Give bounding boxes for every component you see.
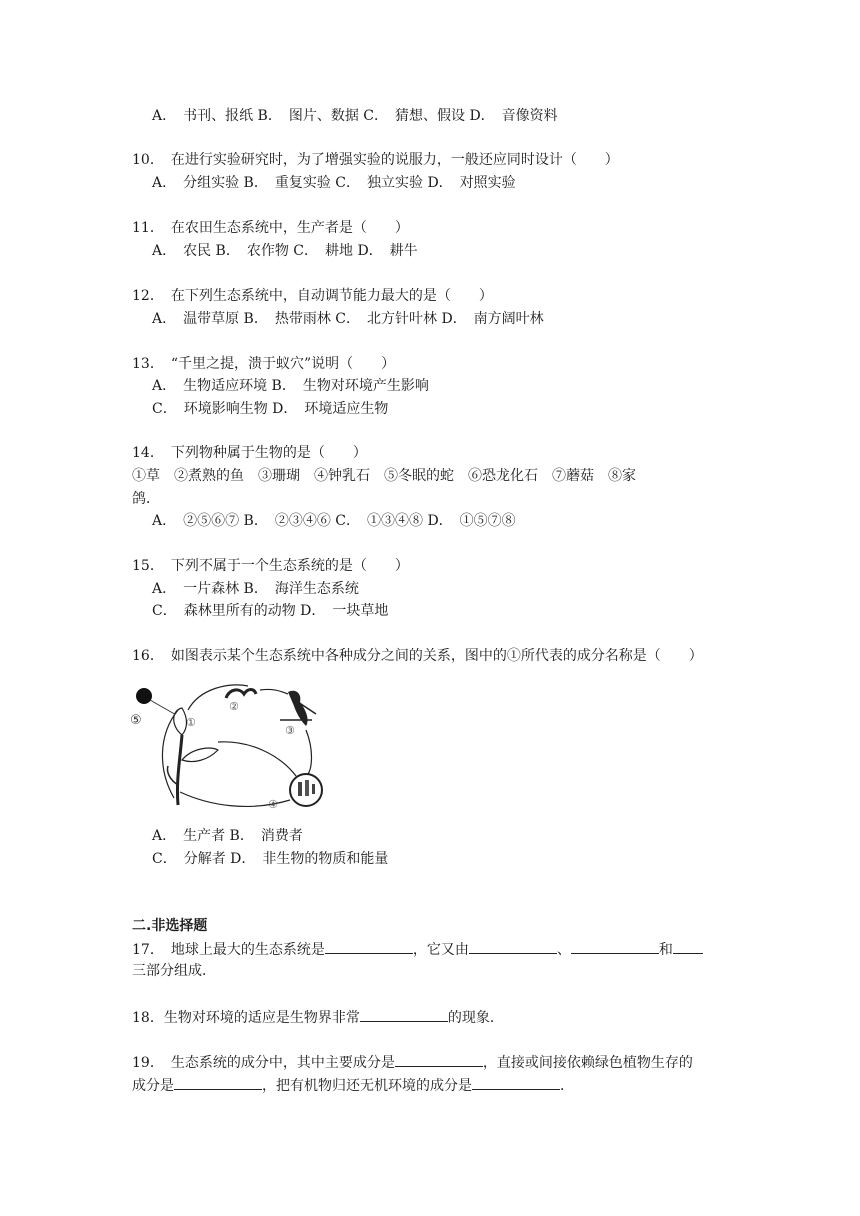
diagram-label-1: ① [186, 716, 196, 729]
q13-options-row1: A． 生物适应环境 B． 生物对环境产生影响 [152, 378, 429, 394]
q10-stem: 10． 在进行实验研究时，为了增强实验的说服力，一般还应同时设计（ ） [132, 152, 619, 168]
q18-text-2: 的现象． [447, 1010, 504, 1026]
q19-line2 [132, 1075, 574, 1096]
q17-text-3: 、 [556, 942, 571, 958]
q18-line [132, 1007, 504, 1028]
caterpillar-icon [226, 690, 256, 699]
q19-blank-3[interactable] [472, 1075, 560, 1090]
q17-line2: 三部分组成． [132, 963, 216, 979]
q19-text-1: 19． 生态系统的成分中，其中主要成分是 [132, 1055, 395, 1071]
q11-options: A． 农民 B． 农作物 C． 耕地 D． 耕牛 [152, 243, 418, 259]
q17-blank-1[interactable] [325, 939, 413, 954]
q14-options: A． ②⑤⑥⑦ B． ②③④⑥ C． ①③④⑧ D． ①⑤⑦⑧ [152, 513, 516, 529]
q15-options-row1: A． 一片森林 B． 海洋生态系统 [152, 581, 359, 597]
sun-icon [136, 688, 152, 704]
q11-stem: 11． 在农田生态系统中，生产者是（ ） [132, 220, 409, 236]
diagram-label-4: ④ [268, 798, 278, 811]
q19-text-3: 成分是 [132, 1078, 174, 1094]
q14-items-row1: ①草 ②煮熟的鱼 ③珊瑚 ④钟乳石 ⑤冬眠的蛇 ⑥恐龙化石 ⑦蘑菇 ⑧家 [132, 468, 636, 484]
q12-options: A． 温带草原 B． 热带雨林 C． 北方针叶林 D． 南方阔叶林 [152, 311, 544, 327]
q19-text-4: ，把有机物归还无机环境的成分是 [262, 1078, 472, 1094]
q12-stem: 12． 在下列生态系统中，自动调节能力最大的是（ ） [132, 288, 493, 304]
q17-blank-4[interactable] [673, 939, 703, 954]
q17-text-2: ，它又由 [412, 942, 469, 958]
q17-text-4: 和 [658, 942, 673, 958]
q19-blank-2[interactable] [174, 1075, 262, 1090]
bird-icon [280, 691, 316, 726]
q19-text-5: ． [560, 1078, 574, 1094]
q18-blank[interactable] [360, 1007, 448, 1022]
q17-text-1: 17． 地球上最大的生态系统是 [132, 942, 325, 958]
diagram-label-3: ③ [285, 724, 295, 737]
q10-options: A． 分组实验 B． 重复实验 C． 独立实验 D． 对照实验 [152, 175, 516, 191]
q15-options-row2: C． 森林里所有的动物 D． 一块草地 [152, 603, 389, 619]
diagram-label-2: ② [229, 700, 239, 713]
ecosystem-diagram [130, 680, 330, 820]
q16-stem: 16． 如图表示某个生态系统中各种成分之间的关系，图中的①所代表的成分名称是（ ） [132, 648, 703, 664]
q19-text-2: ，直接或间接依赖绿色植物生存的 [482, 1055, 693, 1071]
q16-options-row1: A． 生产者 B． 消费者 [152, 828, 303, 844]
q17-line1 [132, 939, 703, 960]
diagram-label-5: ⑤ [130, 713, 142, 728]
q9-options: A． 书刊、报纸 B． 图片、数据 C． 猜想、假设 D． 音像资料 [152, 108, 558, 124]
decomposers-icon [290, 774, 322, 806]
section-title: 二.非选择题 [132, 918, 208, 934]
q13-options-row2: C． 环境影响生物 D． 环境适应生物 [152, 401, 389, 417]
q17-blank-2[interactable] [469, 939, 557, 954]
q15-stem: 15． 下列不属于一个生态系统的是（ ） [132, 558, 409, 574]
q17-blank-3[interactable] [571, 939, 659, 954]
q18-text-1: 18．生物对环境的适应是生物界非常 [132, 1010, 360, 1026]
q19-line1 [132, 1052, 693, 1073]
q16-options-row2: C． 分解者 D． 非生物的物质和能量 [152, 851, 389, 867]
q14-stem: 14． 下列物种属于生物的是（ ） [132, 445, 367, 461]
q13-stem: 13． “千里之提，溃于蚁穴”说明（ ） [132, 356, 396, 372]
q19-blank-1[interactable] [395, 1052, 483, 1067]
q14-items-row2: 鸽． [132, 491, 160, 507]
